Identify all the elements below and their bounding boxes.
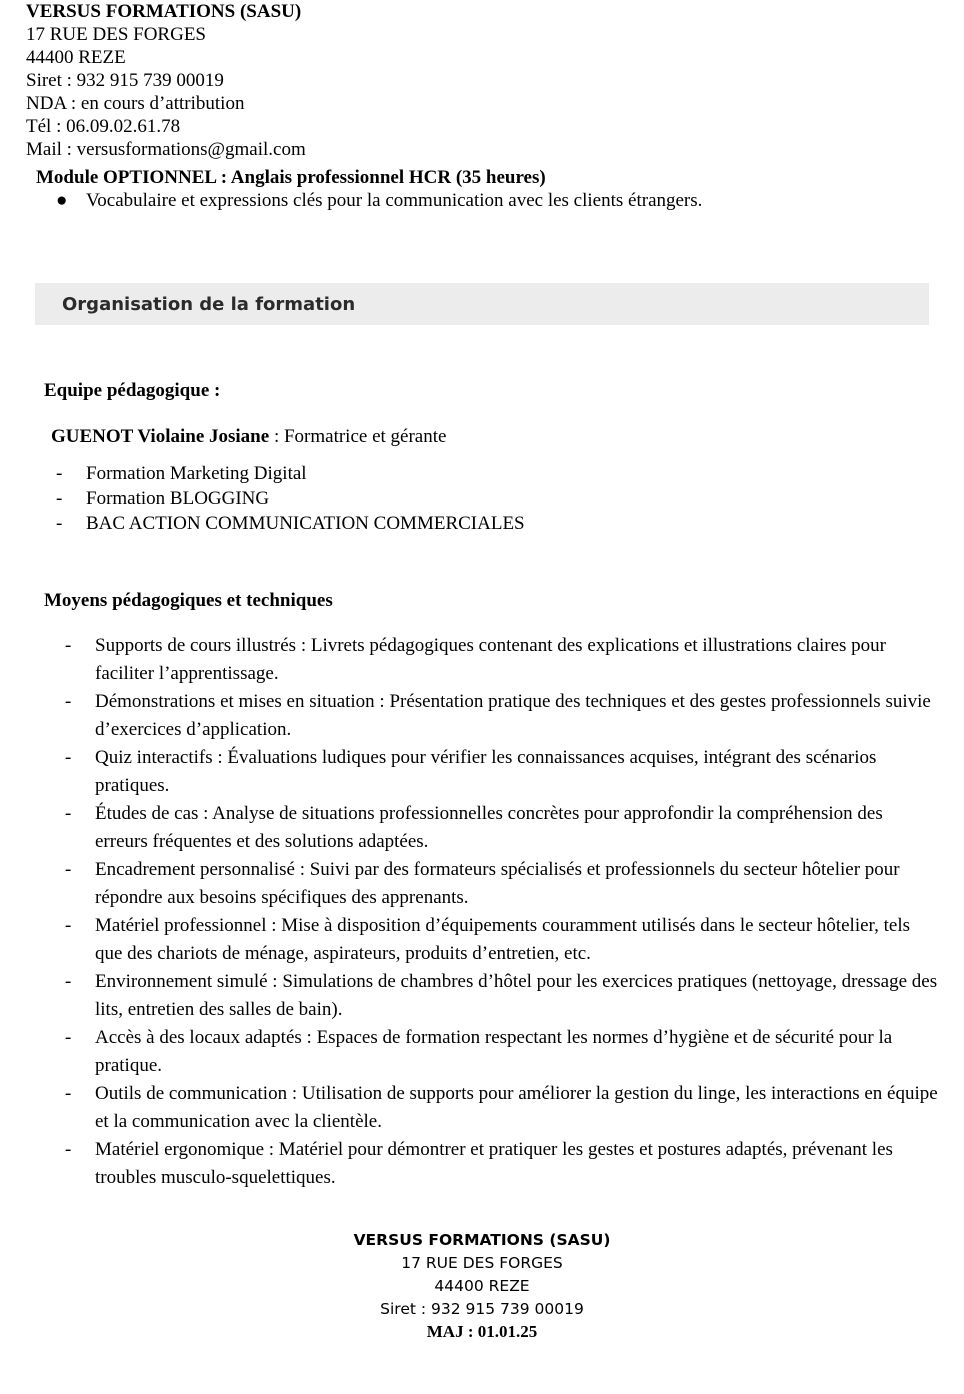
list-item-text: Environnement simulé : Simulations de chambres d’hôtel pour les exercices pratiques (nettoyage, dressage des lits, entretien des salles de bain). — [95, 971, 938, 1020]
list-item-text: Supports de cours illustrés : Livrets pédagogiques contenant des explications et illustrations claires pour faciliter l’apprentissage. — [95, 635, 886, 684]
section-banner — [35, 283, 929, 325]
section-title: Organisation de la formation — [62, 294, 356, 315]
dash-icon: - — [65, 1139, 72, 1160]
dash-icon: - — [65, 971, 72, 992]
footer-update-date: MAJ : 01.01.25 — [426, 1322, 538, 1341]
list-item-text: Quiz interactifs : Évaluations ludiques pour vérifier les connaissances acquises, intégrant des scénarios pratiques. — [95, 747, 877, 796]
list-item-text: Démonstrations et mises en situation : Présentation pratique des techniques et des gestes professionnels suivie d’exercices d’application. — [95, 691, 931, 740]
moyens-title: Moyens pédagogiques et techniques — [44, 590, 333, 611]
dash-icon: - — [65, 1027, 72, 1048]
list-item — [65, 688, 940, 744]
dash-icon: - — [65, 691, 72, 712]
list-item-text: Matériel ergonomique : Matériel pour démontrer et pratiquer les gestes et postures adaptés, prévenant les troubles musculo-squelettiques. — [95, 1139, 893, 1188]
company-tel: Tél : 06.09.02.61.78 — [26, 116, 181, 137]
list-item — [65, 1024, 940, 1080]
module-list — [56, 189, 702, 212]
footer-street: 17 RUE DES FORGES — [401, 1254, 563, 1272]
list-item — [56, 189, 702, 212]
qualification-list — [56, 462, 525, 537]
dash-icon: - — [56, 513, 63, 534]
list-item-text: Formation BLOGGING — [86, 488, 270, 509]
footer-siret: Siret : 932 915 739 00019 — [380, 1300, 584, 1318]
moyens-list — [65, 632, 940, 1192]
company-header — [26, 0, 306, 161]
list-item — [65, 1136, 940, 1192]
dash-icon: - — [65, 1083, 72, 1104]
company-nda: NDA : en cours d’attribution — [26, 93, 245, 114]
dash-icon: - — [65, 803, 72, 824]
list-item — [56, 462, 525, 487]
list-item — [65, 1080, 940, 1136]
dash-icon: - — [56, 488, 63, 509]
list-item-text: Vocabulaire et expressions clés pour la communication avec les clients étrangers. — [86, 190, 703, 211]
list-item — [56, 512, 525, 537]
list-item — [65, 856, 940, 912]
list-item-text: Accès à des locaux adaptés : Espaces de formation respectant les normes d’hygiène et de sécurité pour la pratique. — [95, 1027, 893, 1076]
company-city: 44400 REZE — [26, 47, 126, 68]
bullet-icon: ● — [56, 190, 68, 211]
footer-company: VERSUS FORMATIONS (SASU) — [353, 1231, 611, 1249]
dash-icon: - — [65, 915, 72, 936]
company-street: 17 RUE DES FORGES — [26, 24, 206, 45]
list-item — [65, 744, 940, 800]
company-name: VERSUS FORMATIONS (SASU) — [26, 1, 302, 22]
dash-icon: - — [65, 635, 72, 656]
footer-city: 44400 REZE — [434, 1277, 530, 1295]
list-item-text: Outils de communication : Utilisation de supports pour améliorer la gestion du linge, les interactions en équipe et la communication avec la clientèle. — [95, 1083, 938, 1132]
module-title: Module OPTIONNEL : Anglais professionnel HCR (35 heures) — [36, 167, 546, 188]
list-item — [65, 800, 940, 856]
list-item — [65, 632, 940, 688]
dash-icon: - — [56, 463, 63, 484]
equipe-title: Equipe pédagogique : — [44, 380, 221, 401]
dash-icon: - — [65, 859, 72, 880]
list-item-text: Matériel professionnel : Mise à disposition d’équipements couramment utilisés dans le secteur hôtelier, tels que des chariots de ménage, aspirateurs, produits d’entretien, etc. — [95, 915, 910, 964]
list-item — [65, 968, 940, 1024]
list-item-text: Formation Marketing Digital — [86, 463, 307, 484]
list-item — [56, 487, 525, 512]
trainer-line — [51, 425, 446, 448]
list-item-text: Encadrement personnalisé : Suivi par des formateurs spécialisés et professionnels du secteur hôtelier pour répondre aux besoins spécifiques des apprenants. — [95, 859, 900, 908]
list-item — [65, 912, 940, 968]
trainer-role: : Formatrice et gérante — [273, 426, 447, 447]
list-item-text: Études de cas : Analyse de situations professionnelles concrètes pour approfondir la compréhension des erreurs fréquentes et des solutions adaptées. — [95, 803, 883, 852]
company-mail: Mail : versusformations@gmail.com — [26, 139, 306, 160]
page-footer — [0, 1229, 964, 1343]
dash-icon: - — [65, 747, 72, 768]
company-siret: Siret : 932 915 739 00019 — [26, 70, 224, 91]
list-item-text: BAC ACTION COMMUNICATION COMMERCIALES — [86, 513, 525, 534]
trainer-name: GUENOT Violaine Josiane — [51, 426, 270, 447]
